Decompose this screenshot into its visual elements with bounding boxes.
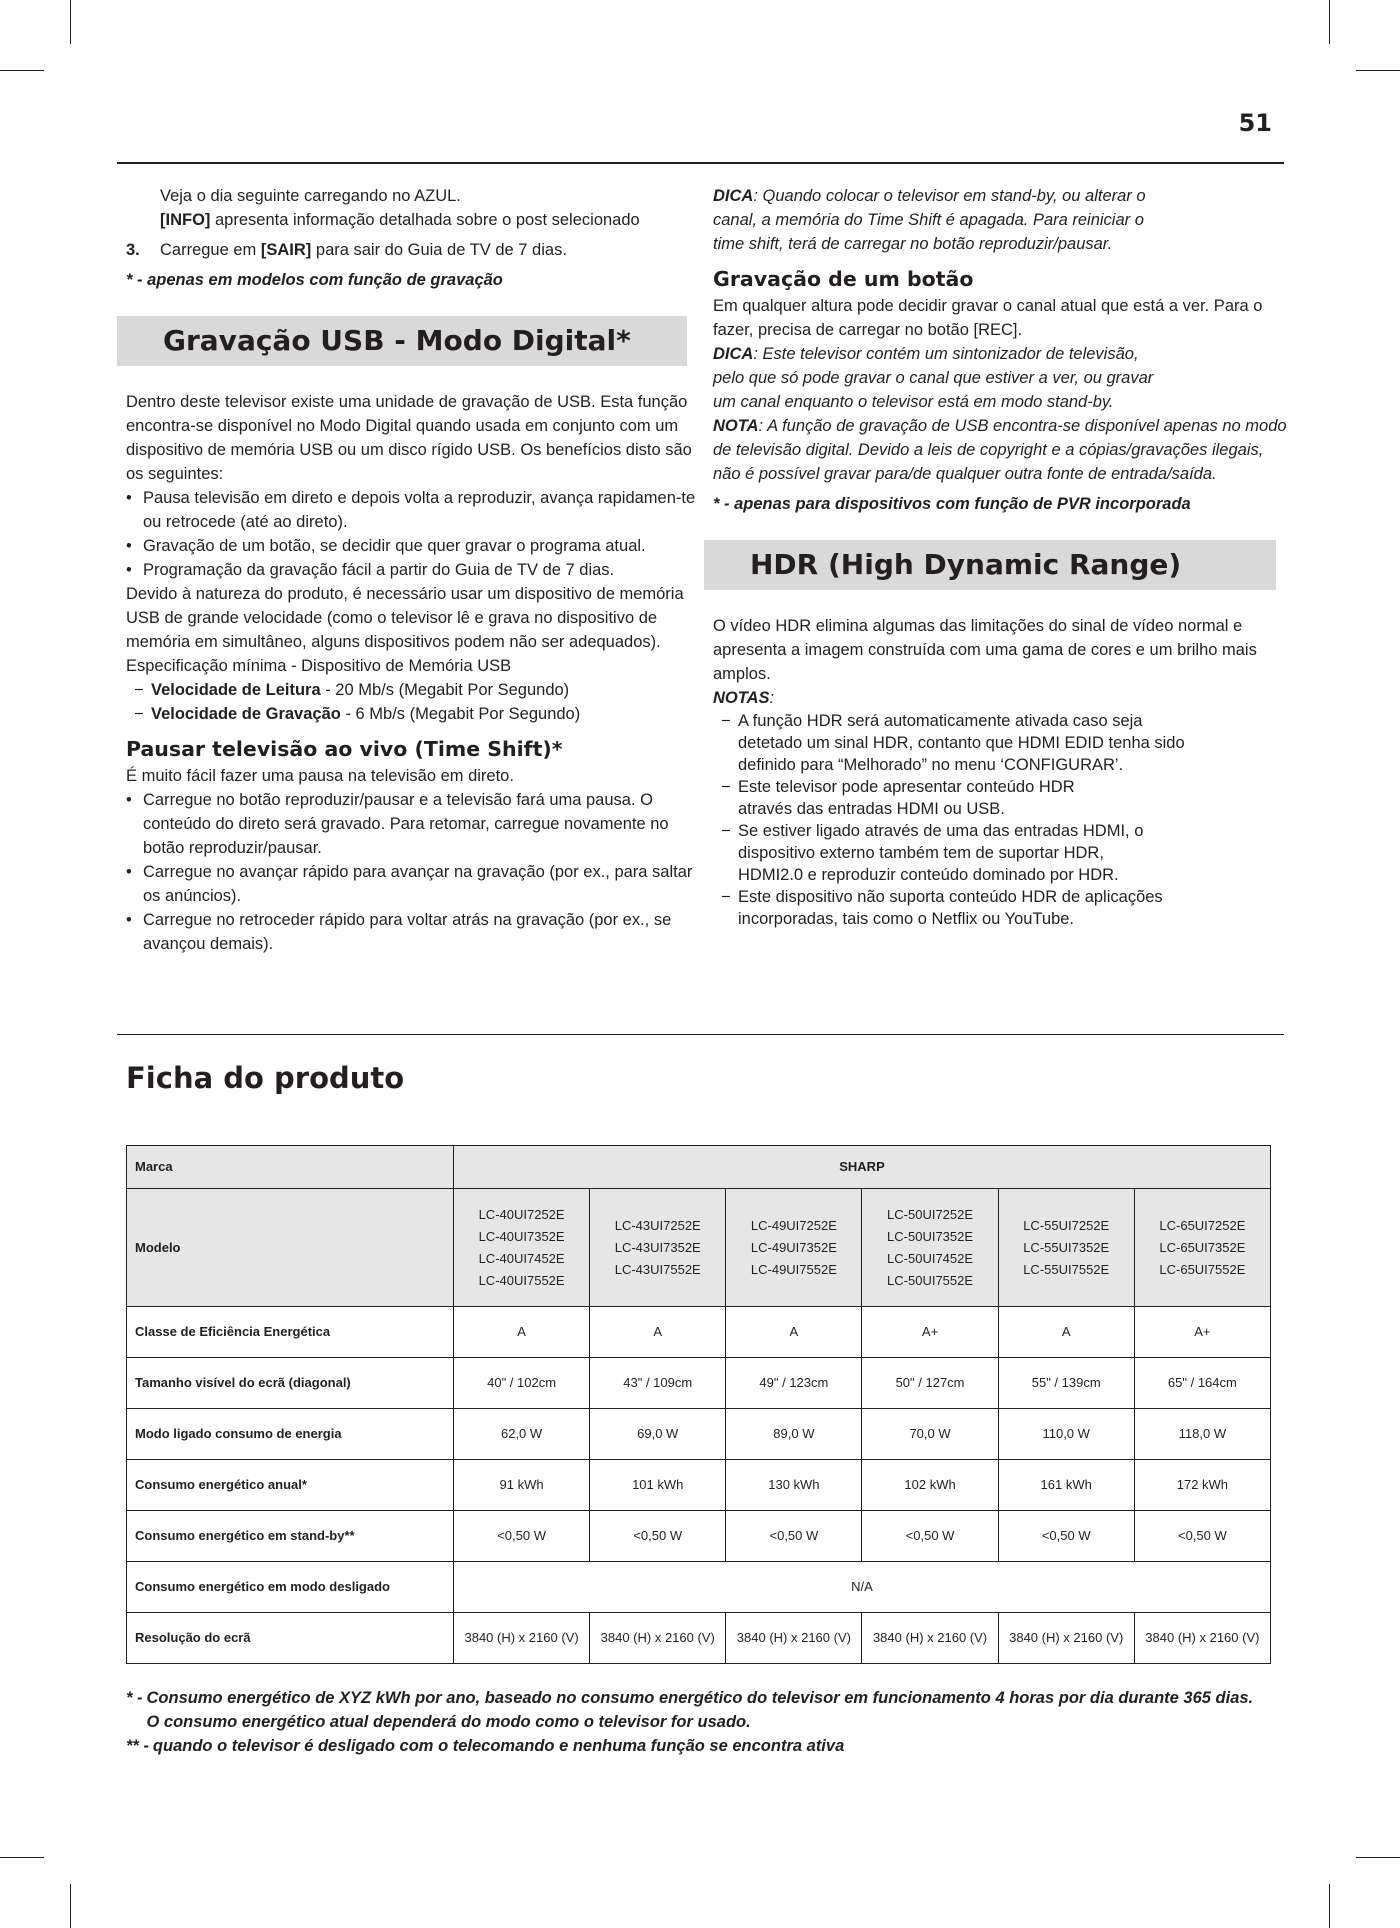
table-cell: 50" / 127cm bbox=[862, 1358, 998, 1409]
table-cell: 118,0 W bbox=[1134, 1409, 1270, 1460]
table-row bbox=[127, 1307, 1271, 1358]
list-item: • Carregue no avançar rápido para avançar na gravação (por ex., para saltar os anúncios). bbox=[126, 863, 693, 905]
list-item: • Pausa televisão em direto e depois volta a reproduzir, avança rapidamen-te ou retrocede (até ao direto). bbox=[126, 489, 696, 531]
model-cell: LC-40UI7252E LC-40UI7352E LC-40UI7452E LC-40UI7552E bbox=[454, 1189, 590, 1307]
table-cell: 172 kWh bbox=[1134, 1460, 1270, 1511]
continued-text: Veja o dia seguinte carregando no AZUL. bbox=[160, 187, 461, 205]
table-cell: A bbox=[454, 1307, 590, 1358]
read-speed: − Velocidade de Leitura - 20 Mb/s (Megabit Por Segundo) bbox=[134, 681, 570, 699]
model-cell: LC-55UI7252E LC-55UI7352E LC-55UI7552E bbox=[998, 1189, 1134, 1307]
model-label: Modelo bbox=[127, 1189, 454, 1307]
resolution-cell: 3840 (H) x 2160 (V) bbox=[1134, 1613, 1270, 1664]
table-cell: <0,50 W bbox=[726, 1511, 862, 1562]
table-cell: 65" / 164cm bbox=[1134, 1358, 1270, 1409]
row-label: Modo ligado consumo de energia bbox=[127, 1409, 454, 1460]
table-cell: A+ bbox=[1134, 1307, 1270, 1358]
table-cell: 70,0 W bbox=[862, 1409, 998, 1460]
table-cell: 101 kWh bbox=[590, 1460, 726, 1511]
table-cell: <0,50 W bbox=[454, 1511, 590, 1562]
one-button-text: Em qualquer altura pode decidir gravar o canal atual que está a ver. Para o fazer, precisa de carregar no botão [REC]. bbox=[713, 297, 1263, 339]
table-cell: 49" / 123cm bbox=[726, 1358, 862, 1409]
table-cell: 91 kWh bbox=[454, 1460, 590, 1511]
resolution-cell: 3840 (H) x 2160 (V) bbox=[998, 1613, 1134, 1664]
table-cell: <0,50 W bbox=[862, 1511, 998, 1562]
resolution-cell: 3840 (H) x 2160 (V) bbox=[726, 1613, 862, 1664]
table-cell: <0,50 W bbox=[1134, 1511, 1270, 1562]
table-row bbox=[127, 1146, 1271, 1189]
list-item: • Carregue no botão reproduzir/pausar e a televisão fará uma pausa. O conteúdo do direto será gravado. Para retomar, carregue novamente no botão reproduzir/pausar. bbox=[126, 791, 669, 857]
timeshift-title: Pausar televisão ao vivo (Time Shift)* bbox=[126, 737, 563, 761]
usb-section-title: Gravação USB - Modo Digital* bbox=[117, 316, 687, 366]
crop-mark bbox=[1329, 1884, 1330, 1928]
table-cell: 40" / 102cm bbox=[454, 1358, 590, 1409]
table-cell: 130 kWh bbox=[726, 1460, 862, 1511]
off-mode-label: Consumo energético em modo desligado bbox=[127, 1562, 454, 1613]
crop-mark bbox=[1356, 70, 1400, 71]
model-cell: LC-65UI7252E LC-65UI7352E LC-65UI7552E bbox=[1134, 1189, 1270, 1307]
row-label: Classe de Eficiência Energética bbox=[127, 1307, 454, 1358]
table-cell: 161 kWh bbox=[998, 1460, 1134, 1511]
brand-value: SHARP bbox=[454, 1146, 1271, 1189]
table-cell: A bbox=[590, 1307, 726, 1358]
table-row bbox=[127, 1562, 1271, 1613]
crop-mark bbox=[1356, 1857, 1400, 1858]
tip-timeshift: DICA: Quando colocar o televisor em stand-by, ou alterar o canal, a memória do Time Shift é apagada. Para reiniciar o time shift, terá de carregar no botão reproduzir/pausar. bbox=[713, 187, 1146, 253]
table-row bbox=[127, 1613, 1271, 1664]
table-cell: A bbox=[998, 1307, 1134, 1358]
crop-mark bbox=[70, 0, 71, 44]
off-mode-value: N/A bbox=[454, 1562, 1271, 1613]
model-cell: LC-43UI7252E LC-43UI7352E LC-43UI7552E bbox=[590, 1189, 726, 1307]
step-3: 3. Carregue em [SAIR] para sair do Guia de TV de 7 dias. bbox=[126, 241, 567, 259]
table-cell: 110,0 W bbox=[998, 1409, 1134, 1460]
table-cell: <0,50 W bbox=[998, 1511, 1134, 1562]
row-label: Consumo energético anual* bbox=[127, 1460, 454, 1511]
hdr-note: − Este televisor pode apresentar conteúdo HDR através das entradas HDMI ou USB. bbox=[721, 778, 1075, 818]
table-cell: 89,0 W bbox=[726, 1409, 862, 1460]
resolution-label: Resolução do ecrã bbox=[127, 1613, 454, 1664]
crop-mark bbox=[0, 70, 44, 71]
brand-label: Marca bbox=[127, 1146, 454, 1189]
one-button-title: Gravação de um botão bbox=[713, 267, 974, 291]
hdr-note: − Este dispositivo não suporta conteúdo HDR de aplicações incorporadas, tais como o Netflix ou YouTube. bbox=[721, 888, 1163, 928]
model-cell: LC-50UI7252E LC-50UI7352E LC-50UI7452E LC-50UI7552E bbox=[862, 1189, 998, 1307]
hdr-note: − A função HDR será automaticamente ativada caso seja detetado um sinal HDR, contanto que HDMI EDID tenha sido definido para “Melhorado” no menu ‘CONFIGURAR’. bbox=[721, 712, 1185, 774]
usb-note: NOTA: A função de gravação de USB encontra-se disponível apenas no modo de televisão digital. Devido a leis de copyright e a cópias/gravações ilegais, não é possível gravar para/de qualquer outra fonte de entrada/saída. bbox=[713, 417, 1287, 483]
table-cell: A bbox=[726, 1307, 862, 1358]
usb-nature: Devido à natureza do produto, é necessário usar um dispositivo de memória USB de grande velocidade (como o televisor lê e grava no dispositivo de memória em simultâneo, alguns dispositivos podem não ser adequados). bbox=[126, 585, 684, 651]
hdr-intro: O vídeo HDR elimina algumas das limitações do sinal de vídeo normal e apresenta a imagem construída com uma gama de cores e um brilho mais amplos. bbox=[713, 617, 1257, 683]
footnote: * - Consumo energético de XYZ kWh por ano, baseado no consumo energético do televisor em funcionamento 4 horas por dia durante 365 dias. O consumo energético atual dependerá do modo como o televisor for usado. bbox=[126, 1689, 1254, 1731]
crop-mark bbox=[70, 1884, 71, 1928]
table-cell: <0,50 W bbox=[590, 1511, 726, 1562]
hdr-note: − Se estiver ligado através de uma das entradas HDMI, o dispositivo externo também tem de suportar HDR, HDMI2.0 e reproduzir conteúdo dominado por HDR. bbox=[721, 822, 1144, 884]
pvr-note: * - apenas para dispositivos com função de PVR incorporada bbox=[713, 495, 1191, 513]
list-item: • Programação da gravação fácil a partir do Guia de TV de 7 dias. bbox=[126, 561, 615, 579]
table-cell: A+ bbox=[862, 1307, 998, 1358]
list-item: • Gravação de um botão, se decidir que quer gravar o programa atual. bbox=[126, 537, 646, 555]
header-rule bbox=[117, 162, 1284, 164]
product-sheet-title: Ficha do produto bbox=[126, 1061, 405, 1095]
model-cell: LC-49UI7252E LC-49UI7352E LC-49UI7552E bbox=[726, 1189, 862, 1307]
hdr-notes-label: NOTAS: bbox=[713, 689, 775, 707]
left-column bbox=[126, 184, 701, 956]
list-item: • Carregue no retroceder rápido para voltar atrás na gravação (por ex., se avançou demais). bbox=[126, 911, 672, 953]
tip-tuner: DICA: Este televisor contém um sintonizador de televisão, pelo que só pode gravar o canal que estiver a ver, ou gravar um canal enquanto o televisor está em modo stand-by. bbox=[713, 345, 1154, 411]
usb-spec: Especificação mínima - Dispositivo de Memória USB bbox=[126, 657, 512, 675]
hdr-section-title: HDR (High Dynamic Range) bbox=[704, 540, 1276, 590]
footnote: ** - quando o televisor é desligado com o telecomando e nenhuma função se encontra ativa bbox=[126, 1737, 845, 1755]
table-cell: 69,0 W bbox=[590, 1409, 726, 1460]
crop-mark bbox=[1329, 0, 1330, 44]
table-cell: 55" / 139cm bbox=[998, 1358, 1134, 1409]
row-label: Tamanho visível do ecrã (diagonal) bbox=[127, 1358, 454, 1409]
table-cell: 102 kWh bbox=[862, 1460, 998, 1511]
write-speed: − Velocidade de Gravação - 6 Mb/s (Megabit Por Segundo) bbox=[134, 705, 581, 723]
crop-mark bbox=[0, 1857, 44, 1858]
timeshift-intro: É muito fácil fazer uma pausa na televisão em direto. bbox=[126, 767, 514, 785]
table-row bbox=[127, 1189, 1271, 1307]
resolution-cell: 3840 (H) x 2160 (V) bbox=[862, 1613, 998, 1664]
section-rule bbox=[117, 1034, 1284, 1035]
right-column bbox=[713, 184, 1288, 930]
table-cell: 43" / 109cm bbox=[590, 1358, 726, 1409]
recording-note: * - apenas em modelos com função de gravação bbox=[126, 271, 503, 289]
row-label: Consumo energético em stand-by** bbox=[127, 1511, 454, 1562]
table-row bbox=[127, 1358, 1271, 1409]
page-number: 51 bbox=[1238, 109, 1272, 137]
resolution-cell: 3840 (H) x 2160 (V) bbox=[454, 1613, 590, 1664]
product-table bbox=[126, 1145, 1271, 1664]
table-row bbox=[127, 1409, 1271, 1460]
usb-intro: Dentro deste televisor existe uma unidade de gravação de USB. Esta função encontra-se disponível no Modo Digital quando usada em conjunto com um dispositivo de memória USB ou um disco rígido USB. Os benefícios disto são os seguintes: bbox=[126, 393, 692, 483]
table-row bbox=[127, 1511, 1271, 1562]
info-line: [INFO] apresenta informação detalhada sobre o post selecionado bbox=[160, 211, 640, 229]
footnotes bbox=[126, 1686, 1276, 1758]
table-cell: 62,0 W bbox=[454, 1409, 590, 1460]
resolution-cell: 3840 (H) x 2160 (V) bbox=[590, 1613, 726, 1664]
table-row bbox=[127, 1460, 1271, 1511]
